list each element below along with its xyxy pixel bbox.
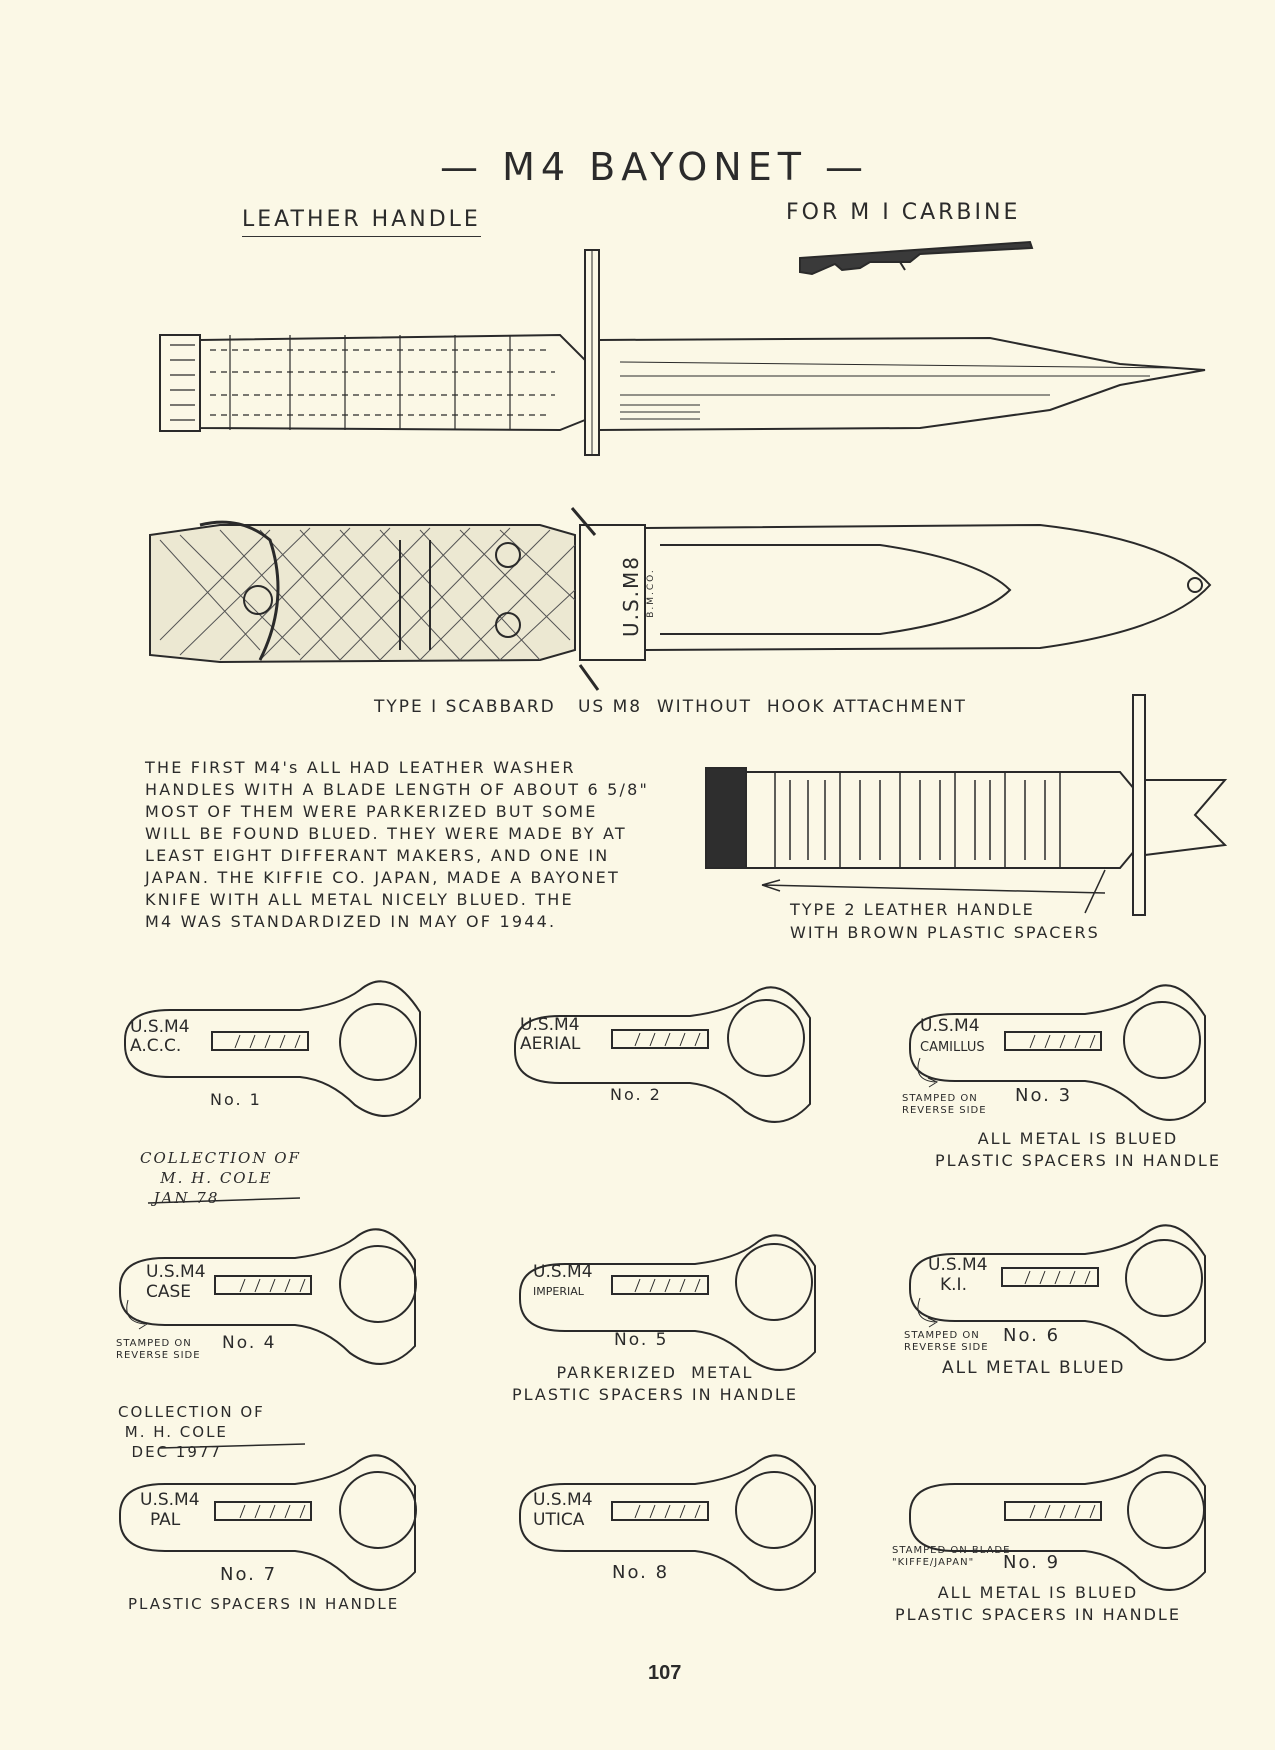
- pommel-3-number: No. 3: [1015, 1085, 1073, 1106]
- carbine-heading: FOR M I CARBINE: [786, 200, 1021, 225]
- pommel-9-note: STAMPED ON BLADE "KIFFE/JAPAN": [892, 1545, 1011, 1568]
- pommel-3-desc: ALL METAL IS BLUED PLASTIC SPACERS IN HANDLE: [935, 1129, 1221, 1170]
- history-paragraph: THE FIRST M4's ALL HAD LEATHER WASHER HANDLES WITH A BLADE LENGTH OF ABOUT 6 5/8" MOST OF THEM WERE PARKERIZED BUT SOME WILL BE FOUND BLUED. THEY WERE MADE BY AT LEAST EIGHT DIFFERANT MAKERS, AND ONE IN JAPAN. THE KIFFIE CO. JAPAN, MADE A BAYONET KNIFE WITH ALL METAL NICELY BLUED. THE M4 WAS STANDARDIZED IN MAY OF 1944.: [145, 758, 650, 931]
- pommel-4-stamp: U.S.M4 CASE: [146, 1262, 206, 1302]
- pommel-6-number: No. 6: [1003, 1325, 1061, 1346]
- pommel-9-number: No. 9: [1003, 1552, 1061, 1573]
- bayonet-leather-handle-drawing: [160, 250, 1205, 455]
- pommel-5-stamp: U.S.M4 IMPERIAL: [533, 1262, 593, 1298]
- scabbard-caption: TYPE I SCABBARD US M8 WITHOUT HOOK ATTACHMENT: [374, 697, 967, 717]
- collection-note-1: COLLECTION OF M. H. COLE JAN 78: [140, 1149, 301, 1207]
- pommel-9-desc: ALL METAL IS BLUED PLASTIC SPACERS IN HANDLE: [895, 1583, 1181, 1624]
- pommel-7-number: No. 7: [220, 1564, 278, 1585]
- pommel-1-number: No. 1: [210, 1090, 262, 1109]
- collection-note-2: COLLECTION OF M. H. COLE DEC 1977: [118, 1403, 265, 1461]
- scabbard-maker: B.M.CO.: [645, 568, 656, 618]
- scabbard-drawing: [150, 508, 1210, 690]
- pommel-6-desc: ALL METAL BLUED: [942, 1358, 1126, 1378]
- pommel-7-desc: PLASTIC SPACERS IN HANDLE: [128, 1595, 400, 1613]
- pommel-4-number: No. 4: [222, 1333, 277, 1353]
- pommel-3-stamp: U.S.M4 CAMILLUS: [920, 1016, 985, 1055]
- pommel-5-desc: PARKERIZED METAL PLASTIC SPACERS IN HANDLE: [512, 1363, 798, 1404]
- pommel-3-note: STAMPED ON REVERSE SIDE: [902, 1093, 987, 1116]
- scabbard-marking: U.S.M8: [619, 554, 644, 638]
- page-number: 107: [648, 1662, 682, 1684]
- pommel-4-note: STAMPED ON REVERSE SIDE: [116, 1338, 201, 1361]
- page-title: — M4 BAYONET —: [440, 145, 870, 189]
- leather-handle-heading: LEATHER HANDLE: [242, 207, 481, 237]
- pommel-2-stamp: U.S.M4 AERIAL: [520, 1015, 581, 1054]
- carbine-icon: [800, 242, 1032, 274]
- pommel-7-stamp: U.S.M4 PAL: [140, 1490, 200, 1530]
- pommel-outlines: [120, 981, 1205, 1590]
- pommel-1-stamp: U.S.M4 A.C.C.: [130, 1017, 190, 1056]
- pommel-6-note: STAMPED ON REVERSE SIDE: [904, 1330, 989, 1353]
- pommel-8-number: No. 8: [612, 1562, 670, 1583]
- type2-handle-drawing: [706, 695, 1225, 915]
- pommel-2-number: No. 2: [610, 1085, 662, 1104]
- pommel-8-stamp: U.S.M4 UTICA: [533, 1490, 593, 1530]
- pommel-6-stamp: U.S.M4 K.I.: [928, 1255, 988, 1295]
- type2-caption: TYPE 2 LEATHER HANDLE WITH BROWN PLASTIC SPACERS: [790, 900, 1100, 942]
- pommel-5-number: No. 5: [614, 1330, 669, 1350]
